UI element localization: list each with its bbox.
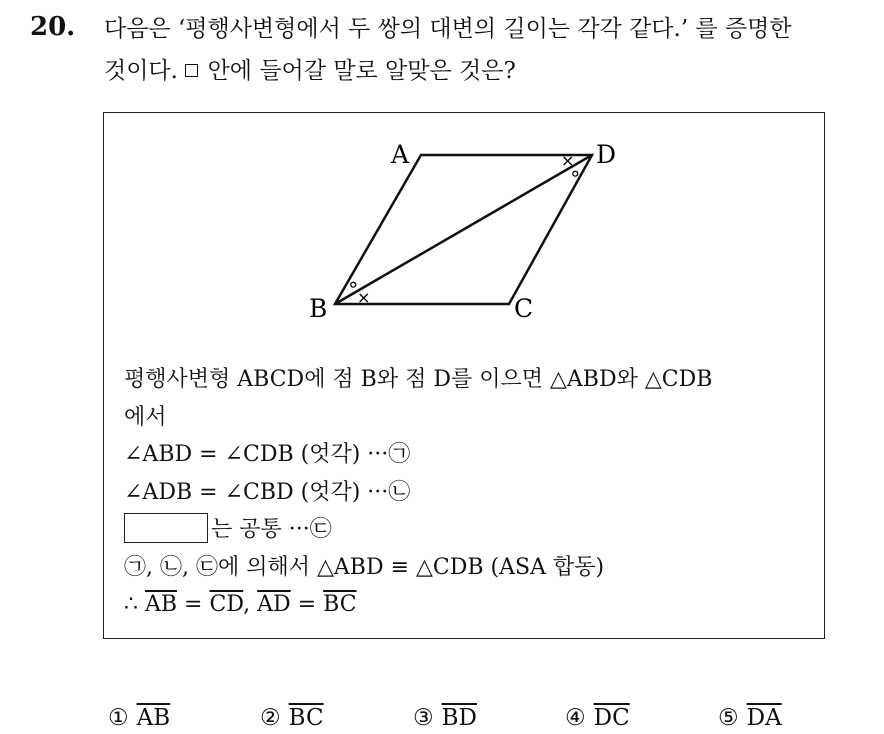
proof-line-6: ㉠, ㉡, ㉢에 의해서 △ABD ≡ △CDB (ASA 합동) bbox=[124, 554, 605, 580]
vertex-label-d: D bbox=[596, 140, 617, 169]
proof-box bbox=[103, 112, 825, 639]
proof-line-2: 에서 bbox=[124, 404, 167, 430]
choice-4[interactable] bbox=[565, 702, 630, 734]
circle-mark-d: ∘ bbox=[569, 161, 582, 185]
choice-label: $\overline{BC}$ bbox=[288, 705, 324, 731]
vertex-label-a: A bbox=[391, 140, 410, 169]
question-text-after-square: 안에 들어갈 말로 알맞은 것은? bbox=[200, 58, 516, 84]
choice-1[interactable] bbox=[108, 702, 170, 734]
choice-label: $\overline{BD}$ bbox=[441, 705, 477, 731]
equals-sign: = bbox=[177, 592, 210, 617]
proof-line-7 bbox=[124, 586, 712, 624]
comma: , bbox=[243, 592, 258, 617]
segment-ab: $\overline{AB}$ bbox=[145, 592, 178, 617]
question-text-line2 bbox=[104, 56, 516, 86]
segment-ad: $\overline{AD}$ bbox=[257, 592, 291, 617]
choice-number: ③ bbox=[413, 705, 434, 731]
cross-mark-b: × bbox=[357, 288, 371, 307]
proof-text bbox=[124, 361, 712, 624]
cross-mark-d: × bbox=[561, 151, 575, 170]
diagonal-bd bbox=[335, 155, 592, 304]
proof-line-3: ∠ABD = ∠CDB (엇각) ···㉠ bbox=[124, 442, 411, 467]
question-number: 20. bbox=[30, 12, 76, 42]
circle-mark-b: ∘ bbox=[347, 272, 360, 296]
choice-number: ② bbox=[260, 705, 281, 731]
parallelogram-figure bbox=[104, 113, 826, 328]
proof-line-5 bbox=[124, 511, 712, 549]
choice-label: $\overline{DC}$ bbox=[593, 705, 630, 731]
choice-label: $\overline{AB}$ bbox=[136, 705, 171, 731]
question-text-line1: 다음은 ‘평행사변형에서 두 쌍의 대변의 길이는 각각 같다.’ 를 증명한 bbox=[104, 16, 792, 42]
vertex-label-b: B bbox=[309, 294, 328, 323]
vertex-label-c: C bbox=[514, 294, 534, 323]
choice-5[interactable] bbox=[718, 702, 782, 734]
choice-label: $\overline{DA}$ bbox=[746, 705, 782, 731]
choice-number: ④ bbox=[565, 705, 586, 731]
equals-sign: = bbox=[290, 592, 324, 617]
blank-square-icon bbox=[185, 64, 198, 77]
segment-bc: $\overline{BC}$ bbox=[323, 592, 357, 617]
question-text-before-square: 것이다. bbox=[104, 58, 186, 84]
proof-line-5-text: 는 공통 ···㉢ bbox=[211, 517, 332, 542]
choice-number: ⑤ bbox=[718, 705, 739, 731]
proof-line-4: ∠ADB = ∠CBD (엇각) ···㉡ bbox=[124, 479, 411, 505]
therefore-symbol: ∴ bbox=[124, 592, 145, 617]
choice-3[interactable] bbox=[413, 702, 477, 734]
segment-cd: $\overline{CD}$ bbox=[209, 592, 244, 617]
choice-number: ① bbox=[108, 705, 129, 731]
choice-2[interactable] bbox=[260, 702, 324, 734]
answer-blank-box bbox=[124, 513, 208, 543]
proof-line-1: 평행사변형 ABCD에 점 B와 점 D를 이으면 △ABD와 △CDB bbox=[124, 367, 713, 392]
